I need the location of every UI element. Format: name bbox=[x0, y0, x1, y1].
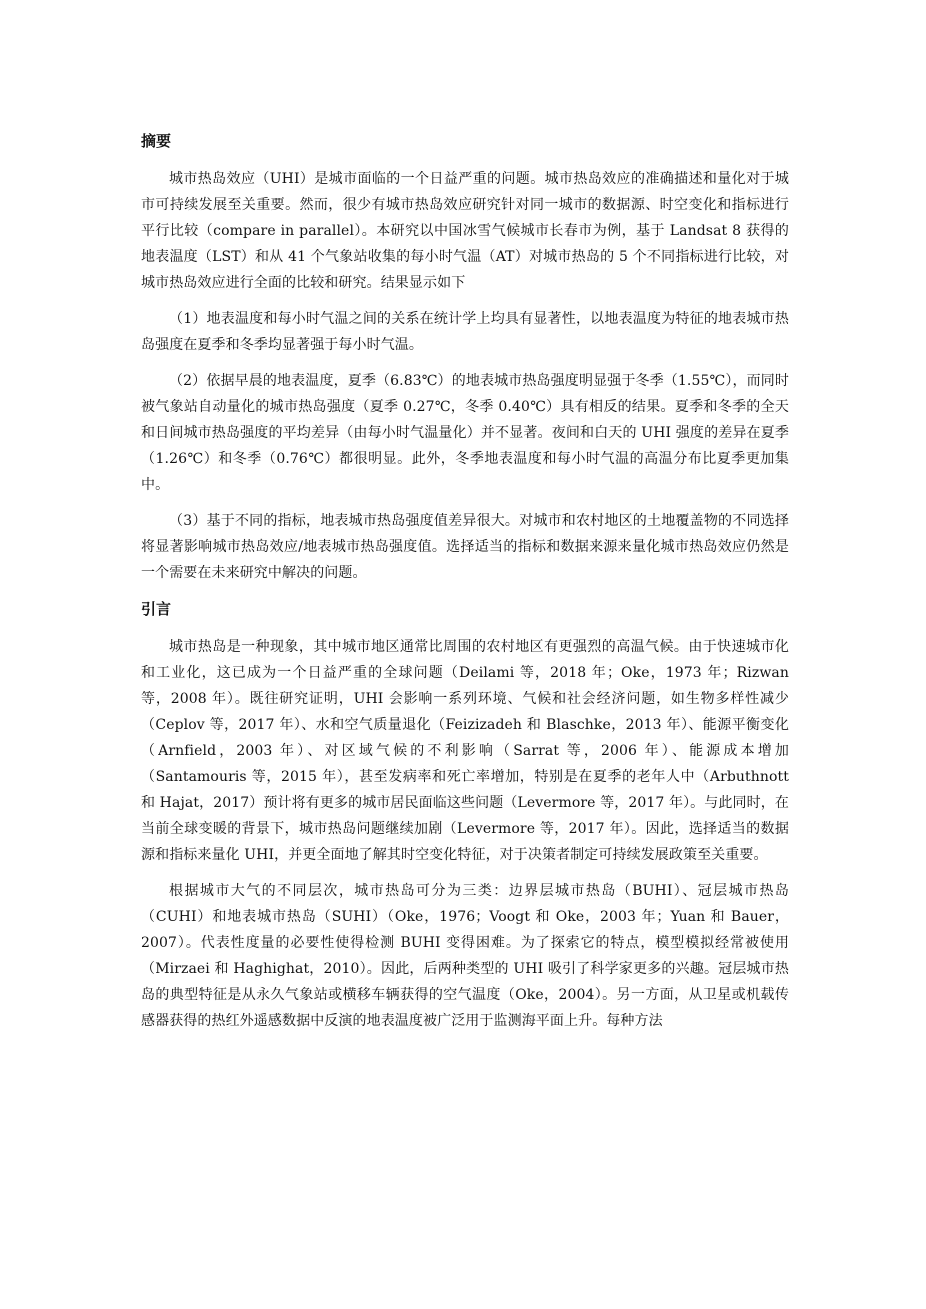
introduction-paragraph-1: 城市热岛是一种现象，其中城市地区通常比周围的农村地区有更强烈的高温气候。由于快速城市化和工业化，这已成为一个日益严重的全球问题（Deilami 等，2018 年；Oke，1973 年；Rizwan 等，2008 年）。既往研究证明，UHI 会影响一系列环境、气候和社会经济问题，如生物多样性减少（Ceplov 等，2017 年）、水和空气质量退化（Feizizadeh 和 Blaschke，2013 年）、能源平衡变化（Arnfield，2003 年）、对区域气候的不利影响（Sarrat 等，2006 年）、能源成本增加（Santamouris 等，2015 年），甚至发病率和死亡率增加，特别是在夏季的老年人中（Arbuthnott 和 Hajat，2017）预计将有更多的城市居民面临这些问题（Levermore 等，2017 年）。与此同时，在当前全球变暖的背景下，城市热岛问题继续加剧（Levermore 等，2017 年）。因此，选择适当的数据源和指标来量化 UHI，并更全面地了解其时空变化特征，对于决策者制定可持续发展政策至关重要。 bbox=[141, 639, 789, 863]
introduction-heading: 引言 bbox=[141, 600, 172, 618]
abstract-paragraph-3: （2）依据早晨的地表温度，夏季（6.83℃）的地表城市热岛强度明显强于冬季（1.55℃），而同时被气象站自动量化的城市热岛强度（夏季 0.27℃，冬季 0.40℃）具有相反的结果。夏季和冬季的全天和日间城市热岛强度的平均差异（由每小时气温量化）并不显著。夜间和白天的 UHI 强度的差异在夏季（1.26℃）和冬季（0.76℃）都很明显。此外，冬季地表温度和每小时气温的高温分布比夏季更加集中。 bbox=[141, 373, 789, 493]
abstract-paragraph-4: （3）基于不同的指标，地表城市热岛强度值差异很大。对城市和农村地区的土地覆盖物的不同选择将显著影响城市热岛效应/地表城市热岛强度值。选择适当的指标和数据来源来量化城市热岛效应仍然是一个需要在未来研究中解决的问题。 bbox=[141, 513, 789, 581]
document-page bbox=[141, 128, 789, 1044]
introduction-paragraph-2: 根据城市大气的不同层次，城市热岛可分为三类：边界层城市热岛（BUHI）、冠层城市热岛（CUHI）和地表城市热岛（SUHI）（Oke，1976；Voogt 和 Oke，2003 年；Yuan 和 Bauer，2007）。代表性度量的必要性使得检测 BUHI 变得困难。为了探索它的特点，模型模拟经常被使用（Mirzaei 和 Haghighat，2010）。因此，后两种类型的 UHI 吸引了科学家更多的兴趣。冠层城市热岛的典型特征是从永久气象站或横移车辆获得的空气温度（Oke，2004）。另一方面，从卫星或机载传感器获得的热红外遥感数据中反演的地表温度被广泛用于监测海平面上升。每种方法 bbox=[141, 883, 789, 1029]
abstract-paragraph-1: 城市热岛效应（UHI）是城市面临的一个日益严重的问题。城市热岛效应的准确描述和量化对于城市可持续发展至关重要。然而，很少有城市热岛效应研究针对同一城市的数据源、时空变化和指标进行平行比较（compare in parallel）。本研究以中国冰雪气候城市长春市为例，基于 Landsat 8 获得的地表温度（LST）和从 41 个气象站收集的每小时气温（AT）对城市热岛的 5 个不同指标进行比较，对城市热岛效应进行全面的比较和研究。结果显示如下 bbox=[141, 171, 789, 291]
abstract-paragraph-2: （1）地表温度和每小时气温之间的关系在统计学上均具有显著性，以地表温度为特征的地表城市热岛强度在夏季和冬季均显著强于每小时气温。 bbox=[141, 311, 789, 353]
abstract-heading: 摘要 bbox=[141, 132, 172, 150]
